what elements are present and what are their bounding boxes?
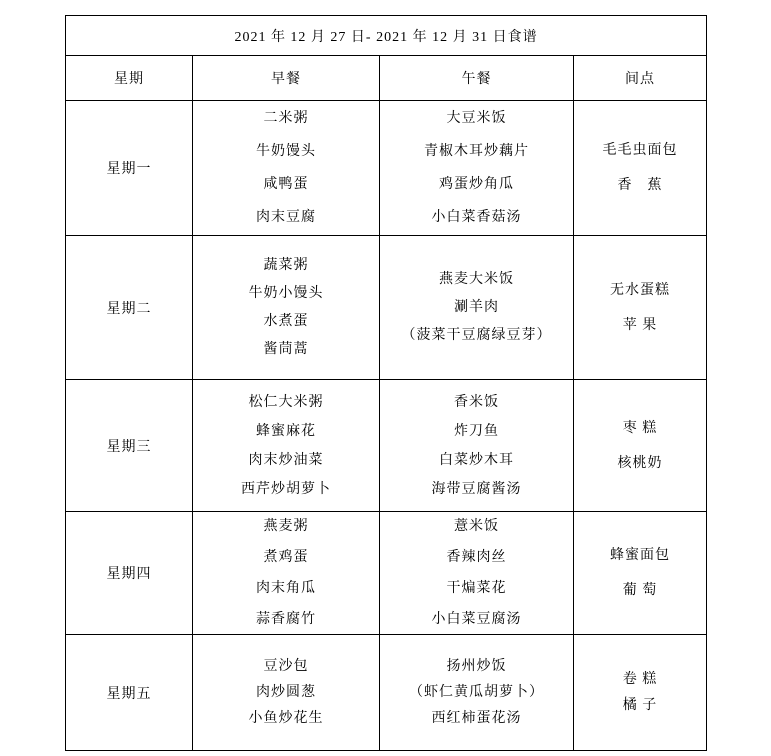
breakfast-cell: [193, 635, 380, 751]
breakfast-cell: [193, 236, 380, 380]
breakfast-dish-list: [193, 109, 379, 227]
title-row: [66, 16, 707, 56]
lunch-dish-list: [380, 657, 573, 728]
weekly-menu-table: [65, 15, 707, 751]
lunch-cell: [380, 635, 574, 751]
snack-dish-list: [574, 281, 706, 335]
dish-item: 蜂蜜麻花: [256, 423, 316, 439]
dish-item: 牛奶小馒头: [248, 286, 324, 301]
header-row: [66, 56, 707, 101]
breakfast-cell: [193, 380, 380, 512]
day-cell: 星期二: [66, 236, 193, 380]
snack-dish-list: [574, 546, 706, 600]
menu-row-星期三: [66, 380, 707, 512]
lunch-cell: [380, 380, 574, 512]
dish-item: 无水蛋糕: [610, 282, 671, 298]
dish-item: 毛毛虫面包: [602, 143, 678, 158]
dish-item: 核桃奶: [617, 455, 663, 471]
dish-item: 肉末角瓜: [256, 581, 316, 596]
lunch-cell: [380, 101, 574, 236]
dish-item: 小鱼炒花生: [248, 711, 324, 726]
table-title: 2021 年 12 月 27 日- 2021 年 12 月 31 日食谱: [66, 16, 707, 56]
dish-item: 酱茼蒿: [263, 342, 309, 357]
menu-row-星期五: [66, 635, 707, 751]
dish-item: 干煸菜花: [446, 581, 507, 596]
breakfast-cell: [193, 512, 380, 635]
dish-item: 肉末豆腐: [256, 210, 316, 225]
menu-table-body: [66, 101, 707, 751]
dish-item: 豆沙包: [263, 659, 309, 674]
dish-item: 枣 糕: [622, 420, 658, 436]
dish-item: （菠菜干豆腐绿豆芽）: [401, 328, 552, 343]
lunch-cell: [380, 236, 574, 380]
column-header-snack: 间点: [574, 56, 707, 101]
dish-item: 大豆米饭: [446, 111, 507, 126]
dish-item: 二米粥: [263, 111, 309, 126]
dish-item: 肉末炒油菜: [248, 452, 324, 468]
dish-item: 葡 萄: [622, 583, 658, 598]
snack-cell: [574, 236, 707, 380]
dish-item: 松仁大米粥: [248, 394, 324, 410]
lunch-dish-list: [380, 393, 573, 499]
snack-dish-list: [574, 670, 706, 715]
menu-row-星期一: [66, 101, 707, 236]
dish-item: 燕麦粥: [263, 519, 309, 534]
dish-item: 西红柿蛋花汤: [431, 711, 522, 726]
dish-item: 西芹炒胡萝卜: [241, 481, 331, 497]
breakfast-dish-list: [193, 517, 379, 629]
lunch-dish-list: [380, 517, 573, 629]
dish-item: 香 蕉: [617, 178, 663, 193]
breakfast-dish-list: [193, 256, 379, 359]
dish-item: 炸刀鱼: [454, 423, 499, 439]
dish-item: 咸鸭蛋: [263, 177, 309, 192]
snack-dish-list: [574, 141, 706, 195]
dish-item: 蜂蜜面包: [610, 548, 671, 563]
snack-cell: [574, 101, 707, 236]
dish-item: 扬州炒饭: [446, 659, 507, 674]
dish-item: （虾仁黄瓜胡萝卜）: [409, 685, 544, 700]
dish-item: 橘 子: [622, 698, 658, 713]
snack-cell: [574, 635, 707, 751]
dish-item: 香辣肉丝: [446, 550, 507, 565]
breakfast-dish-list: [193, 657, 379, 728]
dish-item: 鸡蛋炒角瓜: [439, 177, 514, 192]
dish-item: 蒜香腐竹: [256, 612, 316, 627]
dish-item: 苹 果: [622, 317, 658, 333]
snack-cell: [574, 380, 707, 512]
day-cell: 星期三: [66, 380, 193, 512]
dish-item: 燕麦大米饭: [439, 272, 514, 287]
dish-item: 牛奶馒头: [256, 144, 316, 159]
day-cell: 星期五: [66, 635, 193, 751]
dish-item: 肉炒圆葱: [256, 685, 316, 700]
dish-item: 小白菜香菇汤: [431, 210, 522, 225]
dish-item: 小白菜豆腐汤: [431, 612, 522, 627]
dish-item: 海带豆腐酱汤: [431, 481, 522, 497]
breakfast-dish-list: [193, 393, 379, 499]
dish-item: 薏米饭: [454, 519, 499, 534]
dish-item: 涮羊肉: [454, 300, 499, 315]
lunch-dish-list: [380, 270, 573, 345]
lunch-dish-list: [380, 109, 573, 227]
menu-row-星期四: [66, 512, 707, 635]
menu-row-星期二: [66, 236, 707, 380]
column-header-day: 星期: [66, 56, 193, 101]
dish-item: 卷 糕: [622, 672, 658, 687]
column-header-lunch: 午餐: [380, 56, 574, 101]
dish-item: 香米饭: [454, 394, 499, 410]
column-header-breakfast: 早餐: [193, 56, 380, 101]
dish-item: 白菜炒木耳: [439, 452, 514, 468]
dish-item: 水煮蛋: [263, 314, 309, 329]
day-cell: 星期四: [66, 512, 193, 635]
snack-cell: [574, 512, 707, 635]
dish-item: 煮鸡蛋: [263, 550, 309, 565]
day-cell: 星期一: [66, 101, 193, 236]
snack-dish-list: [574, 419, 706, 473]
lunch-cell: [380, 512, 574, 635]
dish-item: 青椒木耳炒藕片: [424, 144, 529, 159]
dish-item: 蔬菜粥: [263, 258, 309, 273]
breakfast-cell: [193, 101, 380, 236]
